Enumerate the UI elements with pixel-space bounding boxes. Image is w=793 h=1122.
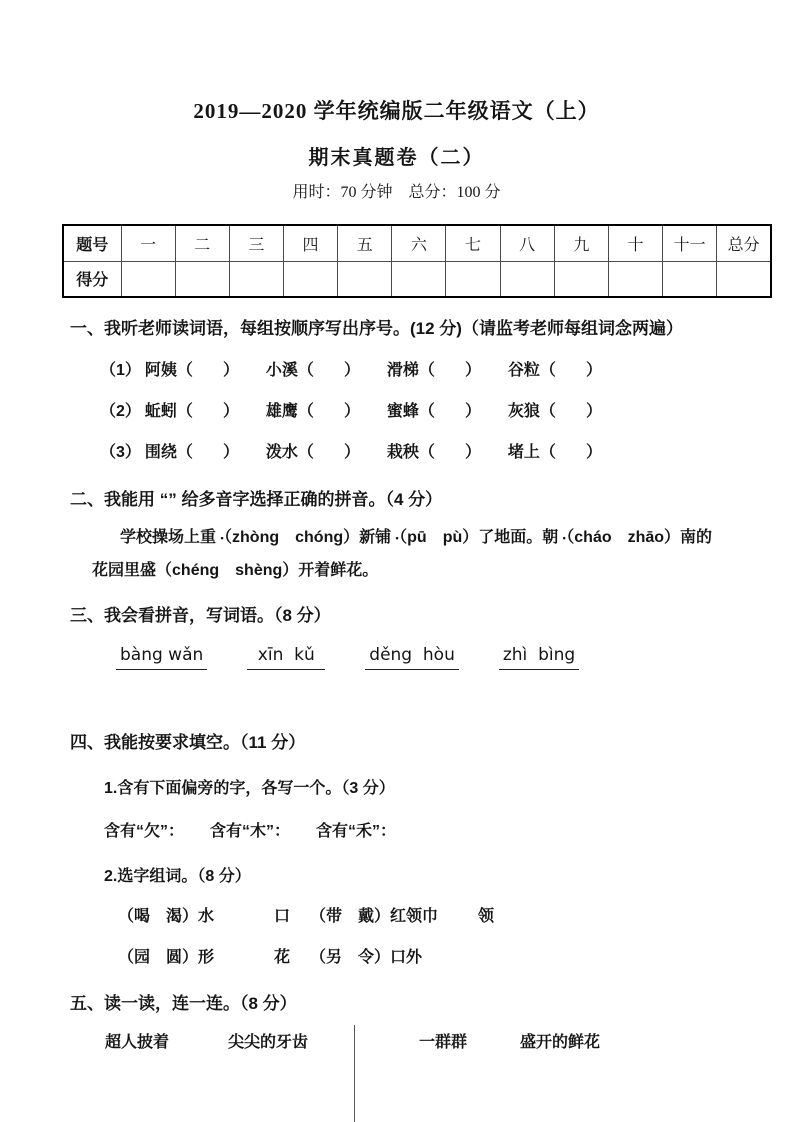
word: 蜜蜂 <box>386 403 419 420</box>
score-table-score-row <box>63 261 771 297</box>
paren-open: （ <box>539 444 556 461</box>
score-cell <box>392 261 446 297</box>
paren-open: （ <box>418 403 435 420</box>
paren-open: （ <box>297 403 314 420</box>
emphasized-char: 重 • <box>200 529 216 546</box>
word: 小溪 <box>265 362 298 379</box>
paren-close: ） <box>343 362 360 379</box>
score-cell <box>554 261 608 297</box>
score-table-col: 四 <box>283 225 337 261</box>
paren-open: （ <box>176 403 193 420</box>
choice-group: （另 令）口外 <box>310 949 423 966</box>
word-blank-group <box>145 360 266 381</box>
passage-text: （cháo zhāo）南的 <box>558 529 713 546</box>
choice-group: （带 戴）红领巾 <box>310 908 439 925</box>
pinyin-blank: zhì bìng <box>499 645 579 670</box>
pinyin-writing-row <box>116 645 793 670</box>
score-table-col: 九 <box>554 225 608 261</box>
score-table-col: 总分 <box>717 225 771 261</box>
paren-close: ） <box>222 362 239 379</box>
score-table-col: 八 <box>500 225 554 261</box>
exam-meta: 用时：70 分钟 总分：100 分 <box>292 184 501 201</box>
paren-close: ） <box>343 403 360 420</box>
choice-group: （园 圆）形 <box>118 949 215 966</box>
score-table-corner-label: 题号 <box>63 225 121 261</box>
score-cell <box>608 261 662 297</box>
word-blank-group <box>266 401 387 422</box>
passage-text: （pū pù）了地面。 <box>391 529 543 546</box>
score-cell <box>283 261 337 297</box>
match-item: 盛开的鲜花 <box>520 1034 601 1051</box>
paren-open: （ <box>297 444 314 461</box>
matching-area <box>0 1025 793 1122</box>
exam-subtitle: 期末真题卷（二） <box>308 147 485 169</box>
word: 谷粒 <box>507 362 540 379</box>
word-blank-group <box>387 442 508 463</box>
pinyin-blank: bàng wǎn <box>116 645 207 670</box>
listening-row-2 <box>100 401 793 422</box>
word: 灰狼 <box>507 403 540 420</box>
score-table-col: 三 <box>229 225 283 261</box>
word-blank-group <box>145 401 266 422</box>
radical-fill-row <box>104 821 793 842</box>
matching-right-column <box>354 1025 793 1122</box>
passage-line-2 <box>92 554 765 587</box>
word-blank-group <box>508 360 629 381</box>
word-blank-group <box>266 360 387 381</box>
score-cell <box>446 261 500 297</box>
paren-close: ） <box>222 444 239 461</box>
word: 阿姨 <box>144 362 177 379</box>
section-2-heading: 二、我能用 “” 给多音字选择正确的拼音。（4 分） <box>70 490 443 509</box>
paren-open: （ <box>297 362 314 379</box>
score-cell <box>175 261 229 297</box>
word: 堵上 <box>507 444 540 461</box>
word-blank-group <box>387 360 508 381</box>
paren-close: ） <box>464 444 481 461</box>
section-4-sub-2: 2.选字组词。（8 分） <box>104 868 251 885</box>
paren-close: ） <box>585 444 602 461</box>
pinyin-blank: xīn kǔ <box>247 645 325 670</box>
word: 栽秧 <box>386 444 419 461</box>
score-cell <box>500 261 554 297</box>
passage-line-1 <box>92 521 765 554</box>
word: 泼水 <box>265 444 298 461</box>
section-3-heading: 三、我会看拼音，写词语。（8 分） <box>70 606 331 625</box>
passage-text: （zhòng chóng）新 <box>216 529 376 546</box>
section-5-heading: 五、读一读，连一连。（8 分） <box>70 994 297 1013</box>
paren-close: ） <box>585 403 602 420</box>
listening-row-1 <box>100 360 793 381</box>
score-cell <box>121 261 175 297</box>
exam-title: 2019—2020 学年统编版二年级语文（上） <box>193 99 600 123</box>
score-table-col: 十一 <box>663 225 717 261</box>
radical-prompt: 含有“禾”： <box>316 823 397 840</box>
word-blank-group <box>266 442 387 463</box>
score-table <box>62 224 772 298</box>
choice-word: 花 <box>274 949 291 966</box>
emphasized-char: 铺 • <box>375 529 391 546</box>
pinyin-blank: děng hòu <box>365 645 459 670</box>
word: 围绕 <box>144 444 177 461</box>
paren-close: ） <box>343 444 360 461</box>
score-table-col: 五 <box>338 225 392 261</box>
word: 蚯蚓 <box>144 403 177 420</box>
passage-text: 学校操场上 <box>120 529 201 546</box>
paren-open: （ <box>539 362 556 379</box>
paren-open: （ <box>176 444 193 461</box>
score-table-col: 六 <box>392 225 446 261</box>
listening-row-3 <box>100 442 793 463</box>
radical-prompt: 含有“木”： <box>210 823 291 840</box>
word: 滑梯 <box>386 362 419 379</box>
matching-left-column <box>0 1025 354 1122</box>
polyphonic-passage <box>92 521 765 587</box>
choose-word-row-1 <box>118 906 793 928</box>
word-blank-group <box>508 401 629 422</box>
paren-open: （ <box>418 362 435 379</box>
word-blank-group <box>508 442 629 463</box>
row-label: （3） <box>100 444 141 461</box>
paren-close: ） <box>585 362 602 379</box>
word: 雄鹰 <box>265 403 298 420</box>
match-item: 尖尖的牙齿 <box>228 1034 309 1051</box>
emphasized-char: 盛 • <box>140 562 156 579</box>
row-label: （2） <box>100 403 141 420</box>
score-table-header-row <box>63 225 771 261</box>
radical-prompt: 含有“欠”： <box>104 823 185 840</box>
paren-close: ） <box>464 362 481 379</box>
paren-open: （ <box>418 444 435 461</box>
passage-text: （chéng shèng）开着鲜花。 <box>156 562 379 579</box>
paren-close: ） <box>222 403 239 420</box>
word-blank-group <box>145 442 266 463</box>
score-table-col: 一 <box>121 225 175 261</box>
score-cell <box>717 261 771 297</box>
section-4-sub-1: 1.含有下面偏旁的字，各写一个。（3 分） <box>104 780 395 797</box>
score-row-label: 得分 <box>63 261 121 297</box>
choice-word: 口 <box>274 908 291 925</box>
score-table-col: 七 <box>446 225 500 261</box>
choose-word-row-2 <box>118 947 793 969</box>
row-label: （1） <box>100 362 141 379</box>
score-cell <box>663 261 717 297</box>
paren-close: ） <box>464 403 481 420</box>
paren-open: （ <box>539 403 556 420</box>
match-item: 一群群 <box>419 1034 468 1051</box>
word-blank-group <box>387 401 508 422</box>
score-cell <box>229 261 283 297</box>
score-cell <box>338 261 392 297</box>
match-item: 超人披着 <box>105 1034 170 1051</box>
emphasized-char: 朝 • <box>542 529 558 546</box>
paren-open: （ <box>176 362 193 379</box>
passage-text: 花园里 <box>92 562 141 579</box>
choice-word: 领 <box>478 908 495 925</box>
score-table-col: 二 <box>175 225 229 261</box>
score-table-col: 十 <box>608 225 662 261</box>
section-1-heading: 一、我听老师读词语，每组按顺序写出序号。(12 分)（请监考老师每组词念两遍） <box>70 319 683 338</box>
section-4-heading: 四、我能按要求填空。（11 分） <box>70 733 306 752</box>
choice-group: （喝 渴）水 <box>118 908 215 925</box>
